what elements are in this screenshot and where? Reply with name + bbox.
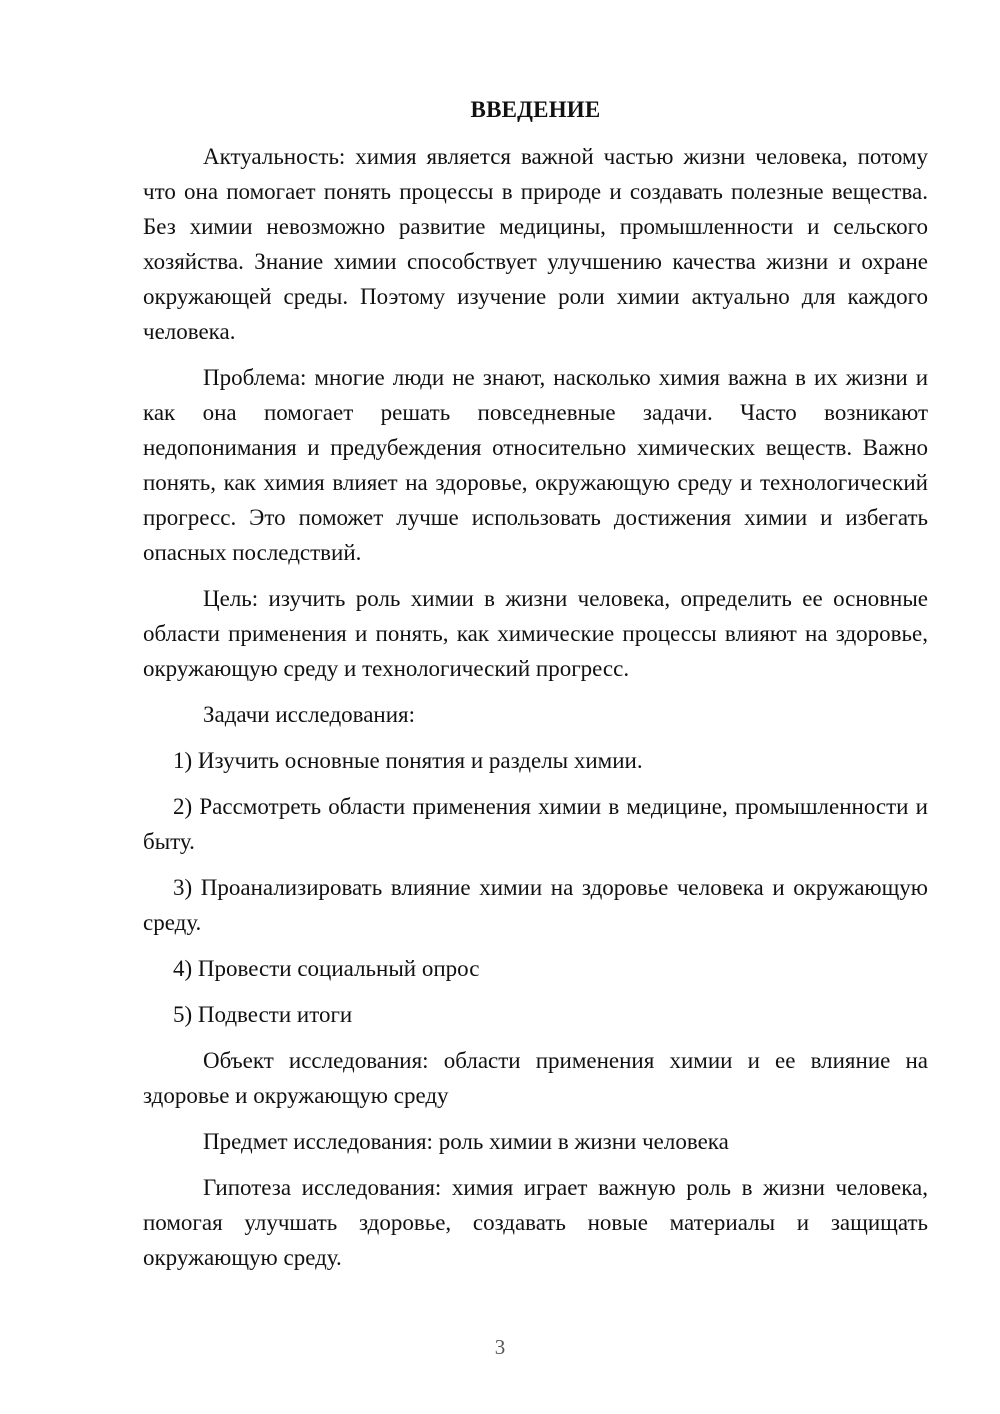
task-item-4: 4) Провести социальный опрос xyxy=(173,956,480,981)
task-item-5: 5) Подвести итоги xyxy=(173,1002,353,1027)
document-page xyxy=(143,95,928,1286)
task-item-1: 1) Изучить основные понятия и разделы химии. xyxy=(173,748,643,773)
task-item-2: 2) Рассмотреть области применения химии в медицине, промышленности и быту. xyxy=(143,794,928,854)
paragraph-hypothesis: Гипотеза исследования: химия играет важную роль в жизни человека, помогая улучшать здоровье, создавать новые материалы и защищать окружающую среду. xyxy=(143,1175,928,1270)
tasks-heading: Задачи исследования: xyxy=(203,702,416,727)
paragraph-relevance: Актуальность: химия является важной частью жизни человека, потому что она помогает понять процессы в природе и создавать полезные вещества. Без химии невозможно развитие медицины, промышленности и сельского хозяйства. Знание химии способствует улучшению качества жизни и охране окружающей среды. Поэтому изучение роли химии актуально для каждого человека. xyxy=(143,144,928,344)
task-item-3: 3) Проанализировать влияние химии на здоровье человека и окружающую среду. xyxy=(143,875,928,935)
page-number: 3 xyxy=(494,1335,506,1359)
paragraph-object: Объект исследования: области применения химии и ее влияние на здоровье и окружающую среду xyxy=(143,1048,928,1108)
page-title: ВВЕДЕНИЕ xyxy=(470,97,601,122)
paragraph-problem: Проблема: многие люди не знают, насколько химия важна в их жизни и как она помогает решать повседневные задачи. Часто возникают недопонимания и предубеждения относительно химических веществ. Важно понять, как химия влияет на здоровье, окружающую среду и технологический прогресс. Это поможет лучше использовать достижения химии и избегать опасных последствий. xyxy=(143,365,928,565)
paragraph-goal: Цель: изучить роль химии в жизни человека, определить ее основные области применения и понять, как химические процессы влияют на здоровье, окружающую среду и технологический прогресс. xyxy=(143,586,928,681)
paragraph-subject: Предмет исследования: роль химии в жизни человека xyxy=(203,1129,729,1154)
